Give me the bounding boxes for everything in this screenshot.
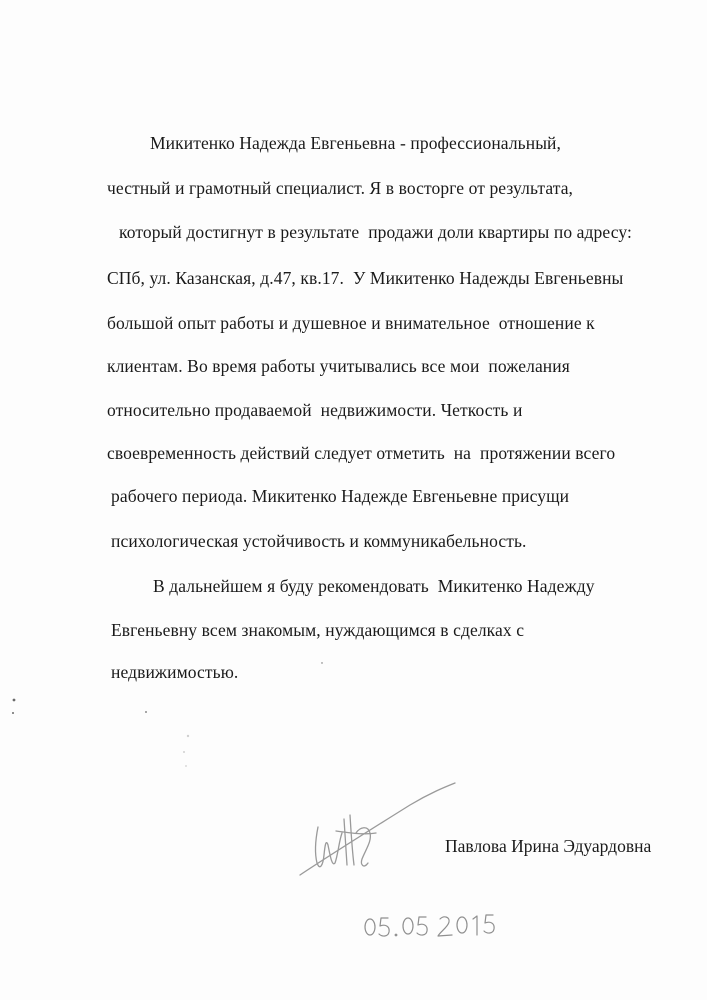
letter-line-4: СПб, ул. Казанская, д.47, кв.17. У Микитенко Надежды Евгеньевны: [107, 268, 624, 288]
letter-line-7: относительно продаваемой недвижимости. Четкость и: [107, 400, 523, 420]
letter-line-8: своевременность действий следует отметить на протяжении всего: [107, 443, 616, 463]
letter-line-10: психологическая устойчивость и коммуникабельность.: [111, 531, 527, 551]
signer-name: Павлова Ирина Эдуардовна: [445, 836, 652, 856]
letter-line-6: клиентам. Во время работы учитывались все мои пожелания: [107, 356, 570, 376]
letter-line-5: большой опыт работы и душевное и внимательное отношение к: [107, 313, 595, 333]
letter-line-3: который достигнут в результате продажи доли квартиры по адресу:: [119, 222, 632, 242]
handwritten-date: [360, 905, 510, 945]
letter-line-12: Евгеньевну всем знакомым, нуждающимся в сделках с: [111, 620, 525, 640]
letter-line-11: В дальнейшем я буду рекомендовать Микитенко Надежду: [153, 576, 595, 596]
letter-line-13: недвижимостью.: [111, 662, 239, 682]
handwritten-signature: [290, 775, 460, 885]
letter-line-9: рабочего периода. Микитенко Надежде Евгеньевне присущи: [111, 486, 570, 506]
letter-line-2: честный и грамотный специалист. Я в восторге от результата,: [107, 178, 574, 198]
letter-line-1: Микитенко Надежда Евгеньевна - профессиональный,: [150, 133, 561, 153]
